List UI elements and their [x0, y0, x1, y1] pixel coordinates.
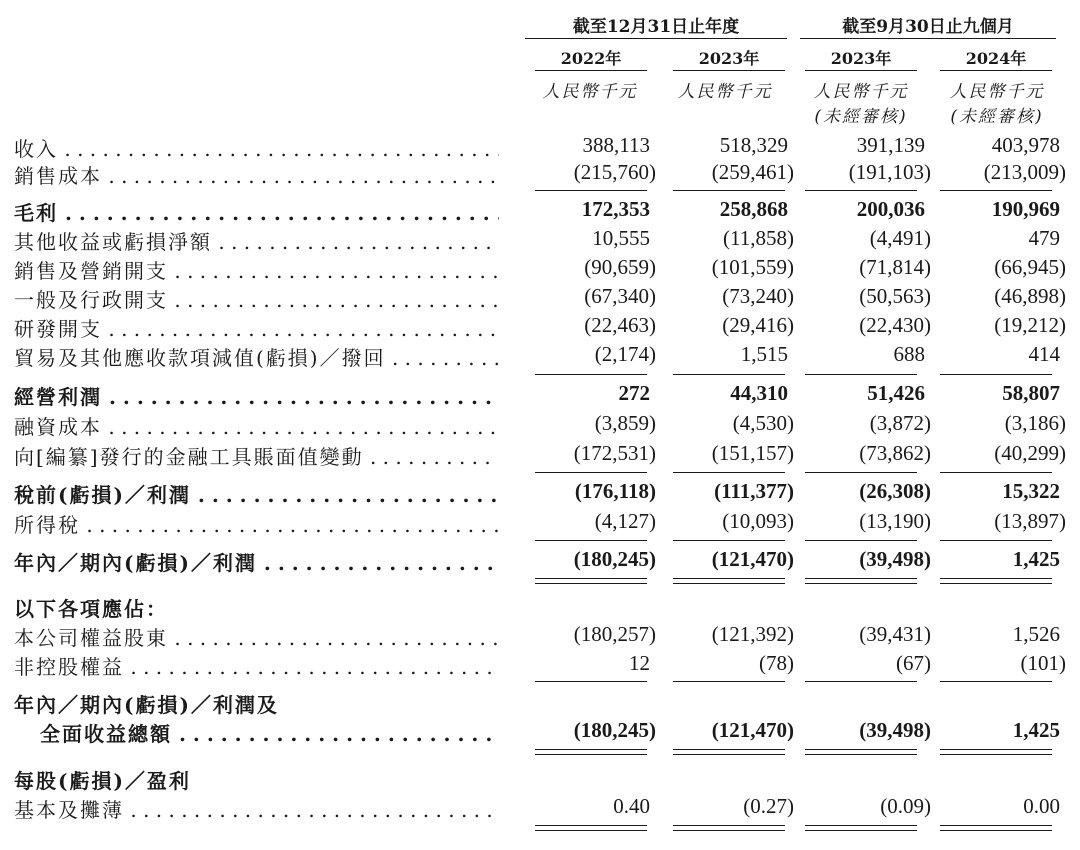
value-2024-9m: 1,425 [1012, 718, 1060, 742]
value-2023: 258,868 [719, 197, 788, 221]
value-2023-9m: (0.09) [880, 794, 931, 818]
unit-label: 人民幣千元 [542, 82, 638, 102]
value-2022: (22,463) [584, 313, 656, 337]
subtotal-rule [535, 681, 647, 682]
value-2023: (0.27) [743, 794, 794, 818]
value-2022: 172,353 [581, 197, 650, 221]
value-2023-9m: (39,431) [859, 622, 931, 646]
year-header: 2022年 [560, 49, 622, 68]
value-2022: (2,174) [594, 342, 656, 366]
value-2023-9m: 688 [893, 342, 925, 366]
value-2023: (10,093) [722, 509, 794, 533]
row-label: 融資成本 . . . [14, 411, 499, 440]
value-2023: (151,157) [711, 441, 794, 465]
table-row [0, 411, 1080, 437]
value-2023-9m: (191,103) [848, 160, 931, 184]
row-label: 向[編纂]發行的金融工具賬面值變動 . . . [14, 441, 499, 470]
value-2023: (121,470) [711, 547, 794, 571]
table-row [0, 547, 1080, 573]
value-2024-9m: 1,425 [1012, 547, 1060, 571]
value-2023: (121,470) [711, 718, 794, 742]
period-underline [525, 38, 787, 39]
value-2024-9m: (3,186) [1004, 411, 1066, 435]
value-2023-9m: (67) [896, 651, 931, 675]
table-row [0, 255, 1080, 281]
table-row [0, 441, 1080, 467]
unaudited-note: (未經審核) [814, 107, 908, 127]
value-2022: 12 [629, 651, 650, 675]
table-row [0, 284, 1080, 310]
value-2022: (180,245) [573, 547, 656, 571]
year-header: 2023年 [698, 49, 760, 68]
subtotal-rule [673, 190, 785, 191]
value-2024-9m: (13,897) [994, 509, 1066, 533]
subtotal-rule [535, 374, 647, 375]
row-label: 本公司權益股東 . . . [14, 622, 499, 651]
value-2023-9m: (39,498) [859, 547, 931, 571]
value-2022: (4,127) [594, 509, 656, 533]
value-2023-9m: (22,430) [859, 313, 931, 337]
period-header-annual: 截至12月31日止年度 [572, 17, 740, 37]
table-row [0, 479, 1080, 505]
value-2024-9m: (46,898) [994, 284, 1066, 308]
value-2023-9m: (39,498) [859, 718, 931, 742]
row-label: 一般及行政開支 . . . [14, 284, 499, 313]
value-2024-9m: 15,322 [1002, 479, 1060, 503]
table-row [0, 313, 1080, 339]
table-row [0, 794, 1080, 820]
subtotal-rule [673, 681, 785, 682]
table-row [0, 509, 1080, 535]
value-2023: (101,559) [711, 255, 794, 279]
row-label: 銷售及營銷開支 . . . [14, 255, 499, 284]
row-label: 所得稅 . . . [14, 509, 499, 538]
row-label: 以下各項應佔： [14, 597, 168, 621]
value-2023-9m: (73,862) [859, 441, 931, 465]
unit-label: 人民幣千元 [949, 82, 1045, 102]
value-2023: 518,329 [719, 133, 788, 157]
value-2023: 44,310 [730, 381, 788, 405]
total-double-rule [805, 749, 917, 755]
value-2022: 0.40 [613, 794, 650, 818]
value-2024-9m: (66,945) [994, 255, 1066, 279]
total-double-rule [673, 578, 785, 584]
subtotal-rule [535, 540, 647, 541]
value-2023-9m: 200,036 [856, 197, 925, 221]
value-2023-9m: (50,563) [859, 284, 931, 308]
value-2024-9m: 0.00 [1023, 794, 1060, 818]
value-2024-9m: 414 [1028, 342, 1060, 366]
value-2023: (121,392) [711, 622, 794, 646]
total-double-rule [805, 825, 917, 831]
table-row [0, 133, 1080, 159]
row-label: 每股(虧損)／盈利 [14, 769, 191, 793]
total-double-rule [535, 578, 647, 584]
section-heading [0, 593, 1080, 619]
value-2022: (90,659) [584, 255, 656, 279]
value-2023-9m: (71,814) [859, 255, 931, 279]
subtotal-rule [805, 190, 917, 191]
subtotal-rule [673, 374, 785, 375]
row-label: 貿易及其他應收款項減值(虧損)／撥回 . . . [14, 342, 499, 371]
value-2022: (180,245) [573, 718, 656, 742]
subtotal-rule [805, 681, 917, 682]
year-underline [940, 70, 1052, 71]
subtotal-rule [805, 472, 917, 473]
value-2023-9m: (4,491) [869, 226, 931, 250]
table-row [0, 160, 1080, 186]
table-row [0, 197, 1080, 223]
subtotal-rule [535, 190, 647, 191]
year-header: 2024年 [965, 49, 1027, 68]
value-2023: (78) [759, 651, 794, 675]
subtotal-rule [805, 374, 917, 375]
year-underline [673, 70, 785, 71]
total-double-rule [940, 578, 1052, 584]
value-2022: (3,859) [594, 411, 656, 435]
subtotal-rule [673, 472, 785, 473]
unaudited-note: (未經審核) [950, 107, 1044, 127]
total-double-rule [673, 825, 785, 831]
total-double-rule [805, 578, 917, 584]
subtotal-rule [940, 681, 1052, 682]
value-2022: (215,760) [573, 160, 656, 184]
value-2022: (180,257) [573, 622, 656, 646]
table-row [0, 226, 1080, 252]
value-2022: (172,531) [573, 441, 656, 465]
subtotal-rule [535, 472, 647, 473]
subtotal-rule [940, 472, 1052, 473]
value-2022: 272 [618, 381, 650, 405]
total-double-rule [535, 749, 647, 755]
row-label: 年內／期內(虧損)／利潤 . . . [14, 547, 499, 576]
value-2023: (4,530) [732, 411, 794, 435]
table-row [0, 381, 1080, 407]
subtotal-rule [940, 374, 1052, 375]
unit-label: 人民幣千元 [813, 82, 909, 102]
value-2023: (73,240) [722, 284, 794, 308]
value-2024-9m: (19,212) [994, 313, 1066, 337]
unit-label: 人民幣千元 [677, 82, 773, 102]
value-2023-9m: 51,426 [867, 381, 925, 405]
row-label: 基本及攤薄 . . . [14, 794, 499, 823]
row-label: 研發開支 . . . [14, 313, 499, 342]
row-label: 稅前(虧損)／利潤 . . . [14, 479, 499, 508]
value-2023-9m: (26,308) [859, 479, 931, 503]
period-underline [800, 38, 1056, 39]
value-2023: (259,461) [711, 160, 794, 184]
value-2022: 388,113 [582, 133, 650, 157]
value-2022: 10,555 [592, 226, 650, 250]
row-label: 全面收益總額 . . . [40, 718, 499, 747]
value-2023-9m: 391,139 [856, 133, 925, 157]
table-row [0, 651, 1080, 677]
total-double-rule [535, 825, 647, 831]
row-label: 經營利潤 . . . [14, 381, 499, 410]
period-header-nine-months: 截至9月30日止九個月 [842, 17, 1014, 37]
value-2023: (11,858) [723, 226, 794, 250]
value-2023-9m: (13,190) [859, 509, 931, 533]
value-2024-9m: 403,978 [991, 133, 1060, 157]
value-2023: (29,416) [722, 313, 794, 337]
value-2024-9m: 479 [1028, 226, 1060, 250]
value-2024-9m: 1,526 [1012, 622, 1060, 646]
row-label: 毛利 . . . [14, 197, 499, 226]
table-row [0, 342, 1080, 368]
value-2022: (67,340) [584, 284, 656, 308]
row-label: 銷售成本 . . . [14, 160, 499, 189]
subtotal-rule [940, 190, 1052, 191]
total-double-rule [940, 825, 1052, 831]
total-double-rule [940, 749, 1052, 755]
subtotal-rule [940, 540, 1052, 541]
year-header: 2023年 [830, 49, 892, 68]
value-2022: (176,118) [574, 479, 656, 503]
table-row [0, 622, 1080, 648]
row-label: 其他收益或虧損淨額 . . . [14, 226, 499, 255]
value-2024-9m: 190,969 [991, 197, 1060, 221]
value-2024-9m: (101) [1020, 651, 1066, 675]
row-label: 非控股權益 . . . [14, 651, 499, 680]
year-underline [535, 70, 647, 71]
row-label: 年內／期內(虧損)／利潤及 [14, 693, 279, 717]
row-label: 收入 . . . [14, 133, 499, 162]
subtotal-rule [673, 540, 785, 541]
value-2024-9m: 58,807 [1002, 381, 1060, 405]
total-double-rule [673, 749, 785, 755]
value-2023-9m: (3,872) [869, 411, 931, 435]
year-underline [805, 70, 917, 71]
value-2023: (111,377) [714, 479, 794, 503]
section-heading [0, 765, 1080, 791]
subtotal-rule [805, 540, 917, 541]
value-2024-9m: (213,009) [983, 160, 1066, 184]
value-2023: 1,515 [740, 342, 788, 366]
table-row [0, 718, 1080, 744]
table-row [0, 689, 1080, 715]
value-2024-9m: (40,299) [994, 441, 1066, 465]
